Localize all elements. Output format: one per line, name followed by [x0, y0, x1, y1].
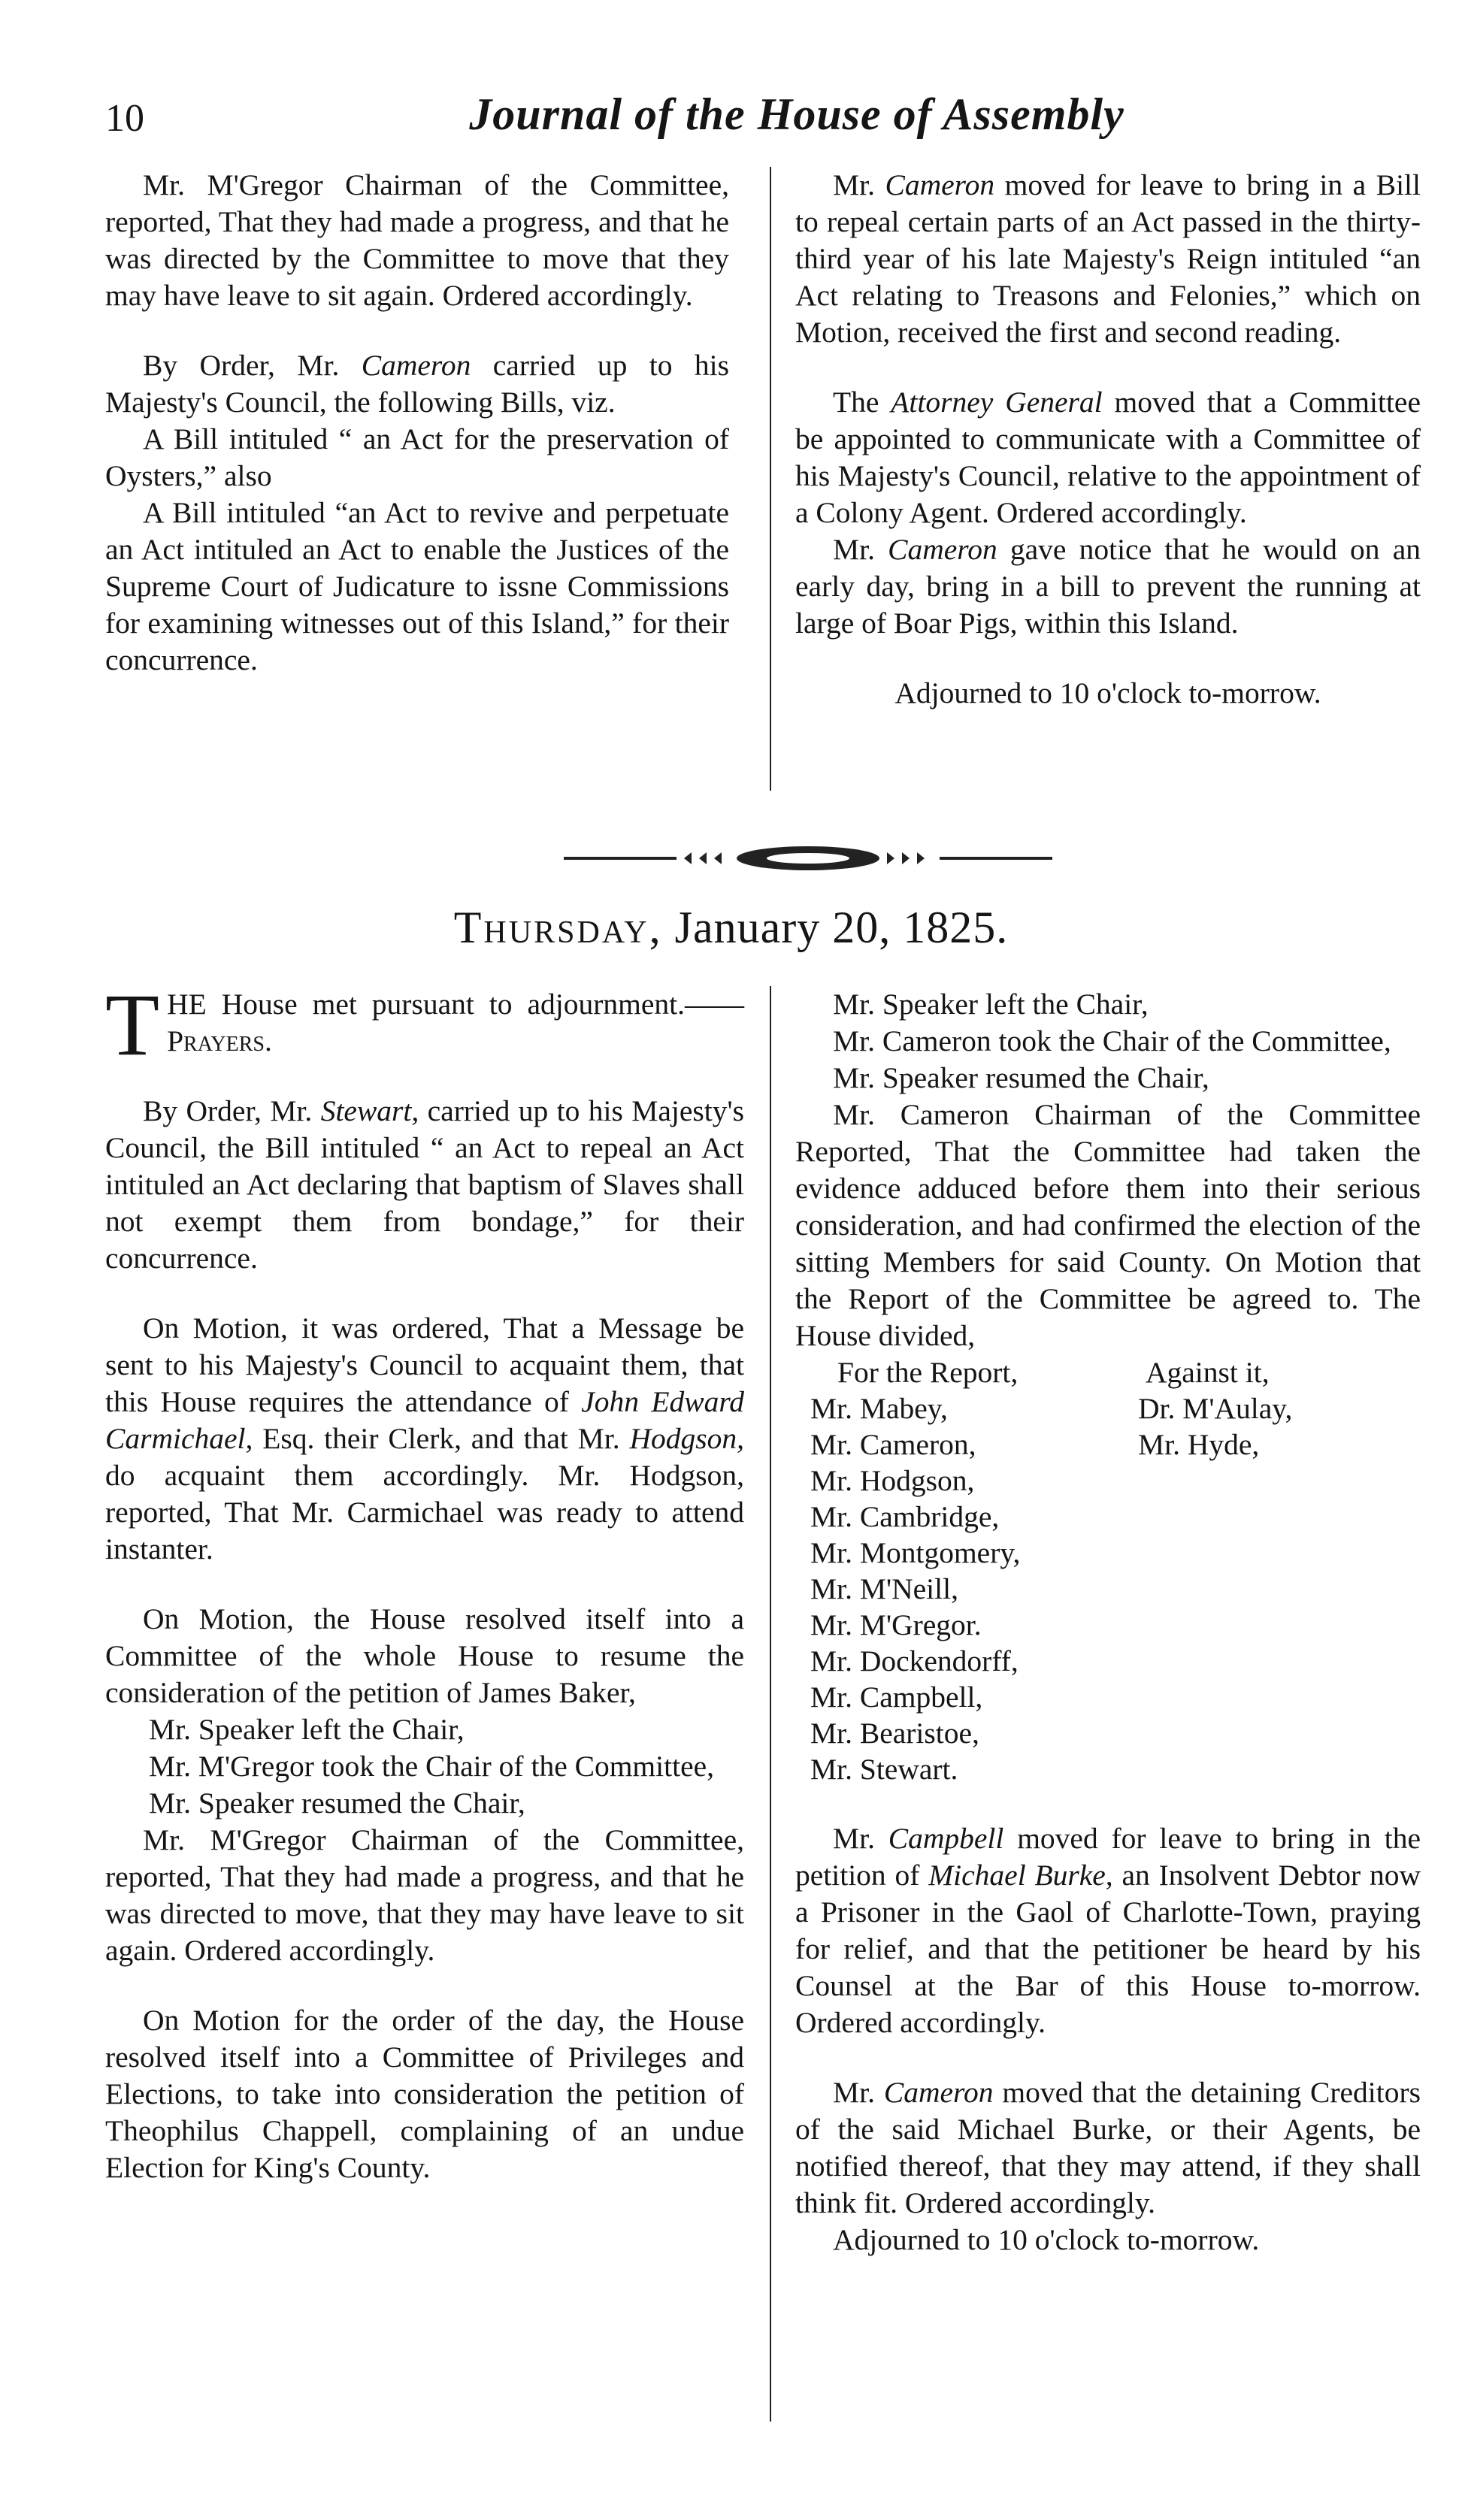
- paragraph: Mr. M'Gregor took the Chair of the Committee,: [149, 1750, 715, 1783]
- paragraph: By Order, Mr. Stewart, carried up to his Majesty's Council, the Bill intituled “ an Act to repeal an Act intituled an Act declaring that baptism of Slaves shall not exempt them from bondage,” for their concurrence.: [105, 1094, 744, 1275]
- column-rule: [770, 167, 771, 791]
- bottom-left-column: [105, 976, 744, 2186]
- division-row: Mr. Cambridge,: [810, 1500, 1000, 1533]
- paragraph: Mr. Campbell moved for leave to bring in the petition of Michael Burke, an Insolvent Debtor now a Prisoner in the Gaol of Charlotte-Town, praying for relief, and that the petitioner be heard by his Counsel at the Bar of this House to-morrow. Ordered accordingly.: [795, 1822, 1421, 2039]
- division-row: Mr. Hodgson,: [810, 1464, 975, 1497]
- division-row: Mr. Campbell,: [810, 1681, 983, 1714]
- adjourned-line: Adjourned to 10 o'clock to-morrow.: [833, 2223, 1260, 2256]
- paragraph: The Attorney General moved that a Committee be appointed to communicate with a Committee of his Majesty's Council, relative to the appointment of a Colony Agent. Ordered accordingly.: [795, 386, 1421, 529]
- member-name: Cameron: [885, 168, 995, 201]
- paragraph: On Motion, it was ordered, That a Message be sent to his Majesty's Council to acquaint them, that this House requires the attendance of John Edward Carmichael, Esq. their Clerk, and that Mr. Hodgson, do acquaint them accordingly. Mr. Hodgson, reported, That Mr. Carmichael was ready to attend instanter.: [105, 1311, 744, 1566]
- adjourned-line: Adjourned to 10 o'clock to-morrow.: [894, 676, 1321, 709]
- day-of-week: Thursday,: [453, 903, 663, 952]
- paragraph: Mr. Speaker left the Chair,: [833, 988, 1149, 1021]
- member-name: Cameron: [883, 2076, 994, 2109]
- paragraph: Mr. Cameron moved that the detaining Creditors of the said Michael Burke, or their Agents, be notified thereof, that they may attend, if they shall think fit. Ordered accordingly.: [795, 2076, 1421, 2219]
- paragraph: On Motion, the House resolved itself into a Committee of the whole House to resume the consideration of the petition of James Baker,: [105, 1602, 744, 1709]
- running-title: Journal of the House of Assembly: [469, 89, 1124, 139]
- division-row: Mr. M'Neill,: [810, 1572, 958, 1605]
- paragraph: Mr. Cameron took the Chair of the Committee,: [833, 1024, 1391, 1057]
- member-name: Cameron: [361, 349, 471, 382]
- division-row: Mr. M'Gregor.: [810, 1608, 982, 1641]
- member-name: Cameron: [888, 533, 997, 566]
- paragraph: Mr. Cameron moved for leave to bring in a Bill to repeal certain parts of an Act passed in the thirty-third year of his late Majesty's Reign intituled “an Act relating to Treasons and Felonies,” which on Motion, received the first and second reading.: [795, 168, 1421, 349]
- member-name: Attorney General: [891, 386, 1103, 419]
- division-row: Mr. Stewart.: [810, 1753, 958, 1786]
- ornamental-divider: [564, 843, 1052, 873]
- paragraph: Mr. Speaker resumed the Chair,: [833, 1061, 1209, 1094]
- paragraph: Mr. M'Gregor Chairman of the Committee, reported, That they had made a progress, and that he was directed by the Committee to move that they may have leave to sit again. Ordered accordingly.: [105, 168, 729, 312]
- against-header: Against it,: [1146, 1356, 1270, 1389]
- drop-cap: T: [105, 976, 160, 1074]
- person-name: Michael Burke,: [928, 1859, 1113, 1892]
- division-row: Mr. Cameron, Mr. Hyde,: [810, 1428, 1260, 1461]
- paragraph: Mr. Cameron Chairman of the Committee Reported, That the Committee had taken the evidence adduced before them into their serious consideration, and had confirmed the election of the sitting Members for said County. On Motion that the Report of the Committee be agreed to. The House divided,: [795, 1098, 1421, 1352]
- page-number: 10: [105, 97, 144, 140]
- division-row: Mr. Dockendorff,: [810, 1644, 1019, 1677]
- paragraph: A Bill intituled “ an Act for the preservation of Oysters,” also: [105, 422, 729, 492]
- paragraph: A Bill intituled “an Act to revive and perpetuate an Act intituled an Act to enable the Justices of the Supreme Court of Judicature to issne Commissions for examining witnesses out of this Island,” for their concurrence.: [105, 496, 729, 676]
- member-name: Campbell: [888, 1822, 1004, 1855]
- paragraph: On Motion for the order of the day, the House resolved itself into a Committee of Privileges and Elections, to take into consideration the petition of Theophilus Chappell, complaining of an undue Election for King's County.: [105, 2004, 744, 2184]
- for-header: For the Report,: [837, 1356, 1019, 1389]
- member-name: Hodgson,: [629, 1422, 744, 1455]
- paragraph: Mr. Speaker resumed the Chair,: [149, 1786, 525, 1820]
- person-name: John Edward Carmichael,: [105, 1385, 744, 1455]
- paragraph: Mr. Cameron gave notice that he would on an early day, bring in a bill to prevent the running at large of Boar Pigs, within this Island.: [795, 533, 1421, 640]
- column-rule: [770, 986, 771, 2422]
- paragraph: Mr. Speaker left the Chair,: [149, 1713, 465, 1746]
- opening-paragraph: THE House met pursuant to adjournment.——Prayers.: [105, 976, 744, 1074]
- top-left-column: [105, 167, 729, 679]
- division-row: Mr. Mabey, Dr. M'Aulay,: [810, 1392, 1293, 1425]
- top-right-column: [795, 167, 1421, 712]
- division-row: Mr. Bearistoe,: [810, 1717, 979, 1750]
- division-table: [795, 1354, 1292, 1787]
- paragraph: Mr. M'Gregor Chairman of the Committee, reported, That they had made a progress, and that he was directed to move, that they may have leave to sit again. Ordered accordingly.: [105, 1823, 744, 1967]
- division-row: Mr. Montgomery,: [810, 1536, 1021, 1569]
- date: January 20, 1825.: [674, 903, 1009, 952]
- paragraph: By Order, Mr. Cameron carried up to his Majesty's Council, the following Bills, viz.: [105, 349, 729, 419]
- bottom-right-column: [795, 986, 1421, 2258]
- date-heading: [0, 902, 1462, 954]
- division-header-row: [795, 1354, 1292, 1390]
- member-name: Stewart,: [320, 1094, 419, 1127]
